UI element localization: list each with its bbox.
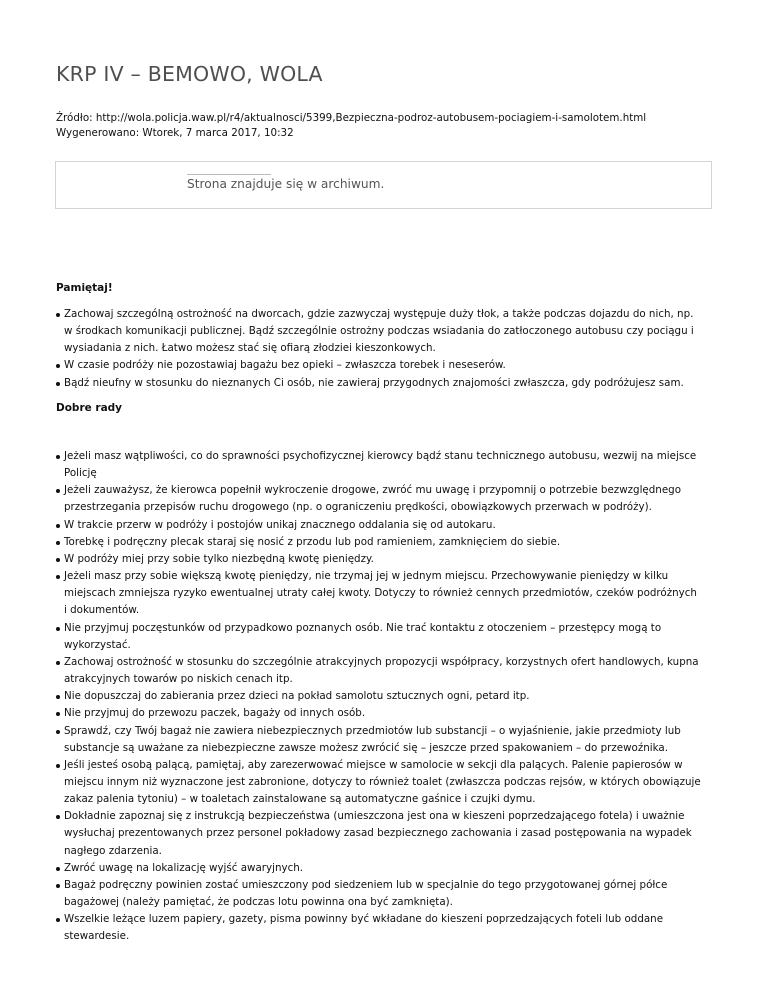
list-item-text: Jeśli jesteś osobą palącą, pamiętaj, aby zarezerwować miejsce w samolocie w sekcji dla palących. Palenie papierosów w xyxy=(64,758,683,771)
list-item xyxy=(56,357,726,374)
list-item-text: stewardesie. xyxy=(64,930,130,943)
list-item-text: W czasie podróży nie pozostawiaj bagażu bez opieki – zwłaszcza torebek i neseserów. xyxy=(64,359,506,372)
list-item-text: Torebkę i podręczny plecak staraj się nosić z przodu lub pod ramieniem, zamknięciem do siebie. xyxy=(64,535,561,548)
list-item-text: wysłuchaj prezentowanych przez personel pokładowy zasad bezpiecznego zachowania i zasad postępowania na wypadek xyxy=(64,827,692,840)
list-item xyxy=(56,911,726,945)
list-item xyxy=(56,877,726,911)
list-item-text: Zwróć uwagę na lokalizację wyjść awaryjnych. xyxy=(64,861,304,874)
list-item-text: w środkach komunikacji publicznej. Bądź szczególnie ostrożny podczas wsiadania do zatłoczonego autobusu czy pociągu i xyxy=(64,325,694,338)
list-item-text: bagażowej (należy pamiętać, że podczas lotu powinna ona być zamknięta). xyxy=(64,896,453,909)
list-item xyxy=(56,620,726,654)
archive-notice: Strona znajduje się w archiwum. xyxy=(187,177,385,191)
list-item xyxy=(56,688,726,705)
list-item-text: W trakcie przerw w podróży i postojów unikaj znacznego oddalania się od autokaru. xyxy=(64,518,496,531)
list-item xyxy=(56,375,726,392)
generated-date: Wygenerowano: Wtorek, 7 marca 2017, 10:32 xyxy=(56,127,294,139)
list-item-text: Jeżeli masz wątpliwości, co do sprawności psychofizycznej kierowcy bądź stanu technicznego autobusu, wezwij na miejsce xyxy=(64,450,697,462)
list-item-text: Dokładnie zapoznaj się z instrukcją bezpieczeństwa (umieszczona jest ona w kieszeni poprzedzającego fotela) i uważnie xyxy=(64,810,685,823)
bullet-list-tips xyxy=(56,448,726,946)
list-item xyxy=(56,723,726,757)
list-item xyxy=(56,448,726,482)
bullet-list-remember xyxy=(56,306,726,392)
list-item xyxy=(56,705,726,722)
list-item-text: miejscu innym niż wyznaczone jest zabronione, dotyczy to również toalet (zwłaszcza podczas rejsów, w których obowiązuje xyxy=(64,775,701,788)
section-heading-remember: Pamiętaj! xyxy=(56,282,113,294)
list-item xyxy=(56,517,726,534)
list-item-text: Nie dopuszczaj do zabierania przez dzieci na pokład samolotu sztucznych ogni, petard itp. xyxy=(64,690,530,703)
list-item-text: Sprawdź, czy Twój bagaż nie zawiera niebezpiecznych przedmiotów lub substancji – o wyjaśnienie, jakie przedmioty lub xyxy=(64,724,681,737)
list-item-text: zakaz palenia tytoniu) – w toaletach zainstalowane są automatyczne gaśnice i czujki dymu. xyxy=(64,793,536,806)
list-item xyxy=(56,808,726,859)
list-item-text: Wszelkie leżące luzem papiery, gazety, pisma powinny być wkładane do kieszeni poprzedzających foteli lub oddane xyxy=(64,913,664,926)
list-item-text: wysiadania z nich. Łatwo możesz stać się ofiarą złodziei kieszonkowych. xyxy=(64,342,436,355)
print-meta xyxy=(56,111,646,141)
list-item-text: W podróży miej przy sobie tylko niezbędną kwotę pieniędzy. xyxy=(64,552,374,565)
section-heading-tips: Dobre rady xyxy=(56,402,123,414)
page-title: KRP IV – BEMOWO, WOLA xyxy=(56,62,323,86)
list-item xyxy=(56,568,726,619)
list-item xyxy=(56,654,726,688)
list-item-text: atrakcyjnych towarów po niskich cenach itp. xyxy=(64,673,293,686)
list-item-text: Policję xyxy=(64,467,97,480)
archive-notice-box xyxy=(55,161,712,209)
source-url: Źródło: http://wola.policja.waw.pl/r4/aktualnosci/5399,Bezpieczna-podroz-autobusem-pociagiem-i-samolotem.html xyxy=(56,112,647,124)
list-item-text: Jeżeli zauważysz, że kierowca popełnił wykroczenie drogowe, zwróć mu uwagę i przypomnij o potrzebie bezwzględnego xyxy=(64,484,681,497)
list-item xyxy=(56,306,726,357)
list-item-text: nagłego zdarzenia. xyxy=(64,844,162,857)
list-item-text: Nie przyjmuj do przewozu paczek, bagaży od innych osób. xyxy=(64,707,366,720)
list-item xyxy=(56,860,726,877)
list-item-text: przestrzegania przepisów ruchu drogowego (np. o ograniczeniu prędkości, obowiązkowych przerwach w podróży). xyxy=(64,501,652,514)
list-item-text: miejscach zmniejsza ryzyko ewentualnej utraty całej kwoty. Dotyczy to również cennych przedmiotów, czeków podróżnych xyxy=(64,587,697,600)
archive-divider xyxy=(187,174,271,175)
list-item xyxy=(56,482,726,516)
list-item-text: Bądź nieufny w stosunku do nieznanych Ci osób, nie zawieraj przygodnych znajomości zwłaszcza, gdy podróżujesz sam. xyxy=(64,376,684,389)
list-item xyxy=(56,757,726,808)
list-item-text: wykorzystać. xyxy=(64,638,131,651)
list-item xyxy=(56,534,726,551)
list-item-text: i dokumentów. xyxy=(64,604,140,617)
list-item-text: Zachowaj ostrożność w stosunku do szczególnie atrakcyjnych propozycji współpracy, korzystnych ofert handlowych, kupna xyxy=(64,655,699,668)
list-item-text: Nie przyjmuj poczęstunków od przypadkowo poznanych osób. Nie trać kontaktu z otoczeniem – przestępcy mogą to xyxy=(64,621,662,634)
list-item-text: substancje są uważane za niebezpieczne zawsze możesz zwrócić się – jeszcze przed spakowaniem – do przewoźnika. xyxy=(64,741,668,754)
list-item xyxy=(56,551,726,568)
list-item-text: Jeżeli masz przy sobie większą kwotę pieniędzy, nie trzymaj jej w jednym miejscu. Przechowywanie pieniędzy w kilku xyxy=(64,570,669,583)
list-item-text: Bagaż podręczny powinien zostać umieszczony pod siedzeniem lub w specjalnie do tego przygotowanej górnej półce xyxy=(64,878,668,891)
list-item-text: Zachowaj szczególną ostrożność na dworcach, gdzie zazwyczaj występuje duży tłok, a także podczas dojazdu do nich, np. xyxy=(64,308,694,320)
